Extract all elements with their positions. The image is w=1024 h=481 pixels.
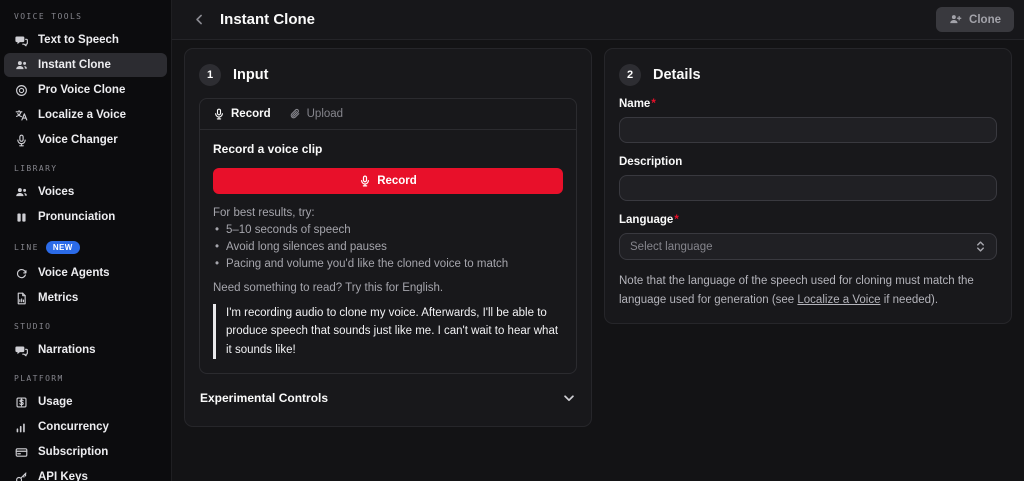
clone-button-label: Clone bbox=[969, 13, 1001, 26]
sidebar-item-label: Usage bbox=[38, 396, 73, 408]
user-plus-icon bbox=[949, 13, 962, 26]
document-icon bbox=[14, 291, 28, 305]
read-prompt: Need something to read? Try this for English. bbox=[213, 282, 444, 294]
record-tab-content bbox=[200, 130, 576, 373]
microphone-icon bbox=[213, 108, 225, 120]
new-badge: NEW bbox=[46, 241, 80, 254]
name-field[interactable] bbox=[619, 117, 997, 143]
tab-upload[interactable] bbox=[289, 108, 343, 120]
sidebar-item-api-keys[interactable] bbox=[4, 465, 167, 481]
step-number: 2 bbox=[619, 64, 641, 86]
section-label: PLATFORM bbox=[14, 374, 64, 383]
details-panel bbox=[604, 48, 1012, 324]
language-select-placeholder: Select language bbox=[630, 240, 713, 253]
loop-icon bbox=[14, 266, 28, 280]
details-panel-title: Details bbox=[653, 67, 701, 83]
description-field[interactable] bbox=[619, 175, 997, 201]
record-button-label: Record bbox=[377, 175, 417, 187]
sidebar-item-voices[interactable] bbox=[4, 180, 167, 204]
record-card bbox=[199, 98, 577, 374]
input-panel-title: Input bbox=[233, 67, 269, 83]
sidebar-item-label: API Keys bbox=[38, 471, 88, 481]
required-marker: * bbox=[674, 214, 679, 226]
chat-bubbles-icon bbox=[14, 343, 28, 357]
required-marker: * bbox=[651, 98, 656, 110]
sidebar-item-localize-a-voice[interactable] bbox=[4, 103, 167, 127]
sidebar-item-text-to-speech[interactable] bbox=[4, 28, 167, 52]
microphone-icon bbox=[14, 133, 28, 147]
language-note: Note that the language of the speech used for cloning must match the language used for generation (see Localize a Voice if needed). bbox=[619, 275, 974, 306]
sidebar-item-label: Metrics bbox=[38, 292, 79, 304]
section-label: STUDIO bbox=[14, 322, 52, 331]
section-platform bbox=[14, 374, 157, 383]
description-label: Description bbox=[619, 156, 683, 168]
sidebar-item-usage[interactable] bbox=[4, 390, 167, 414]
input-panel-header bbox=[199, 64, 577, 86]
select-chevrons-icon bbox=[975, 240, 986, 253]
sidebar-item-voice-agents[interactable] bbox=[4, 261, 167, 285]
columns-icon bbox=[14, 210, 28, 224]
experimental-controls-label: Experimental Controls bbox=[200, 391, 329, 406]
tab-record-label: Record bbox=[231, 108, 271, 120]
sidebar-item-label: Voices bbox=[38, 186, 75, 198]
sidebar-item-label: Localize a Voice bbox=[38, 109, 126, 121]
step-number: 1 bbox=[199, 64, 221, 86]
clone-button[interactable] bbox=[936, 7, 1014, 32]
sidebar-item-label: Pro Voice Clone bbox=[38, 84, 126, 96]
dollar-square-icon bbox=[14, 395, 28, 409]
section-label: LIBRARY bbox=[14, 164, 58, 173]
translate-icon bbox=[14, 108, 28, 122]
credit-card-icon bbox=[14, 445, 28, 459]
section-studio bbox=[14, 322, 157, 331]
language-label: Language* bbox=[619, 214, 679, 226]
sidebar-item-voice-changer[interactable] bbox=[4, 128, 167, 152]
sidebar-item-label: Narrations bbox=[38, 344, 96, 356]
record-button[interactable] bbox=[213, 168, 563, 194]
main-area bbox=[172, 0, 1024, 481]
sidebar-item-instant-clone[interactable] bbox=[4, 53, 167, 77]
sidebar-item-label: Instant Clone bbox=[38, 59, 111, 71]
key-icon bbox=[14, 470, 28, 481]
sidebar-item-subscription[interactable] bbox=[4, 440, 167, 464]
sidebar bbox=[0, 0, 172, 481]
tips-title: For best results, try: bbox=[213, 207, 315, 219]
sidebar-item-narrations[interactable] bbox=[4, 338, 167, 362]
section-label: VOICE TOOLS bbox=[14, 12, 83, 21]
sidebar-item-label: Text to Speech bbox=[38, 34, 119, 46]
input-tabbar bbox=[200, 99, 576, 130]
sidebar-item-pronunciation[interactable] bbox=[4, 205, 167, 229]
content bbox=[172, 40, 1024, 481]
sidebar-item-label: Pronunciation bbox=[38, 211, 116, 223]
record-heading: Record a voice clip bbox=[213, 142, 323, 156]
localize-a-voice-link[interactable]: Localize a Voice bbox=[797, 293, 881, 306]
sidebar-item-label: Subscription bbox=[38, 446, 109, 458]
topbar bbox=[172, 0, 1024, 40]
tip-item: • 5–10 seconds of speech bbox=[213, 224, 563, 236]
input-panel bbox=[184, 48, 592, 427]
tab-record[interactable] bbox=[213, 108, 271, 120]
sidebar-item-label: Voice Agents bbox=[38, 267, 110, 279]
sidebar-item-metrics[interactable] bbox=[4, 286, 167, 310]
section-voice-tools bbox=[14, 12, 157, 21]
paperclip-icon bbox=[289, 108, 301, 120]
sidebar-item-label: Voice Changer bbox=[38, 134, 118, 146]
name-label: Name* bbox=[619, 98, 656, 110]
back-button[interactable] bbox=[188, 9, 210, 31]
details-panel-header bbox=[619, 64, 997, 86]
sidebar-item-concurrency[interactable] bbox=[4, 415, 167, 439]
section-label: LINE bbox=[14, 243, 39, 252]
users-icon bbox=[14, 58, 28, 72]
bar-chart-icon bbox=[14, 420, 28, 434]
chevron-down-icon bbox=[562, 391, 576, 405]
section-library bbox=[14, 164, 157, 173]
microphone-icon bbox=[359, 175, 371, 187]
language-select[interactable] bbox=[619, 233, 997, 260]
sidebar-item-label: Concurrency bbox=[38, 421, 109, 433]
section-line bbox=[14, 241, 157, 254]
tip-item: • Pacing and volume you'd like the cloned voice to match bbox=[213, 258, 563, 270]
sidebar-item-pro-voice-clone[interactable] bbox=[4, 78, 167, 102]
tab-upload-label: Upload bbox=[306, 108, 344, 120]
users-icon bbox=[14, 185, 28, 199]
tip-item: • Avoid long silences and pauses bbox=[213, 241, 563, 253]
page-title: Instant Clone bbox=[220, 11, 316, 28]
sample-script-quote: I'm recording audio to clone my voice. Afterwards, I'll be able to produce speech that sounds just like me. I can't wait to hear what it sounds like! bbox=[213, 304, 563, 359]
disc-icon bbox=[14, 83, 28, 97]
chat-bubbles-icon bbox=[14, 33, 28, 47]
tips-list bbox=[213, 224, 563, 270]
experimental-controls-toggle[interactable] bbox=[199, 374, 577, 413]
